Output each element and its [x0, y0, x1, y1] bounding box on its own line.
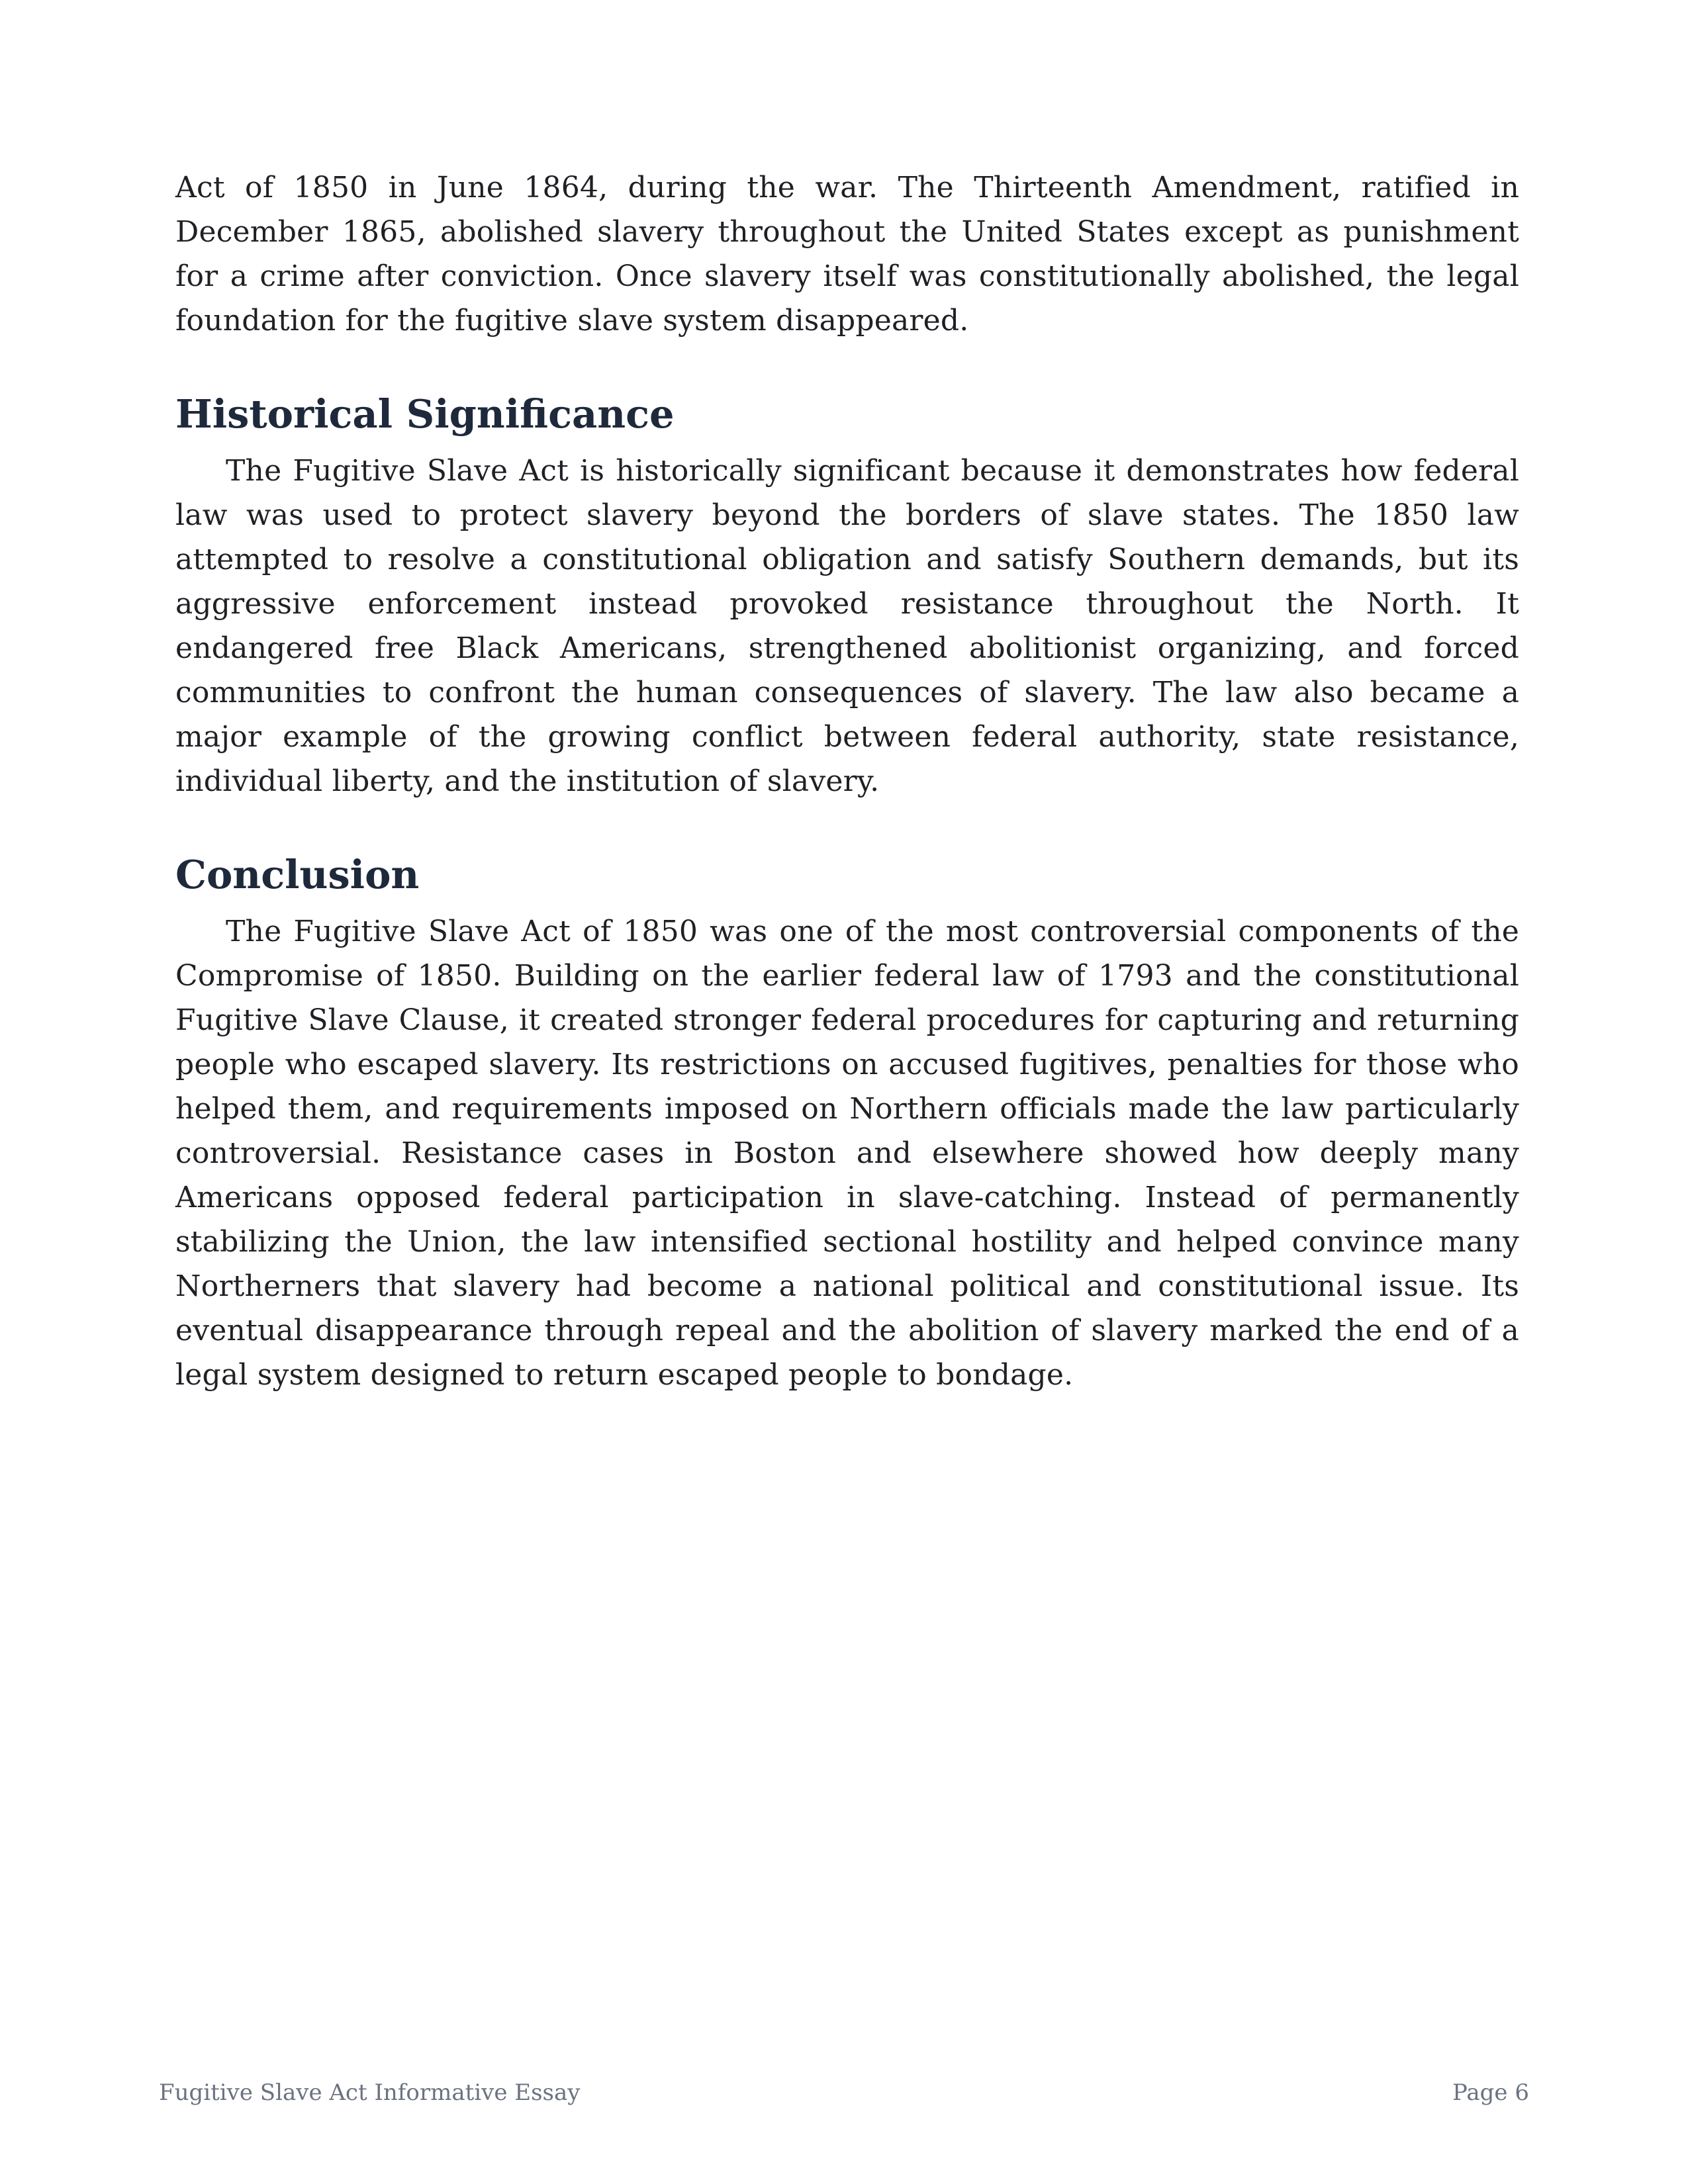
- paragraph-continuation: Act of 1850 in June 1864, during the war. The Thirteenth Amendment, ratified in December 1865, abolished slavery throughout the United States except as punishment for a crime after conviction. Once slavery itself was constitutionally abolished, the legal foundation for the fugitive slave system disappeared.: [175, 171, 1519, 338]
- footer-page-number: Page 6: [1452, 2079, 1529, 2106]
- heading-historical-significance: Historical Significance: [175, 391, 675, 437]
- footer-document-title: Fugitive Slave Act Informative Essay: [159, 2079, 581, 2106]
- paragraph-conclusion: The Fugitive Slave Act of 1850 was one of the most controversial components of the Compromise of 1850. Building on the earlier federal law of 1793 and the constitutional Fugitive Slave Clause, it created stronger federal procedures for capturing and returning people who escaped slavery. Its restrictions on accused fugitives, penalties for those who helped them, and requirements imposed on Northern officials made the law particularly controversial. Resistance cases in Boston and elsewhere showed how deeply many Americans opposed federal participation in slave-catching. Instead of permanently stabilizing the Union, the law intensified sectional hostility and helped convince many Northerners that slavery had become a national political and constitutional issue. Its eventual disappearance through repeal and the abolition of slavery marked the end of a legal system designed to return escaped people to bondage.: [175, 915, 1519, 1392]
- heading-conclusion: Conclusion: [175, 852, 420, 897]
- paragraph-historical-significance: The Fugitive Slave Act is historically significant because it demonstrates how federal law was used to protect slavery beyond the borders of slave states. The 1850 law attempted to resolve a constitutional obligation and satisfy Southern demands, but its aggressive enforcement instead provoked resistance throughout the North. It endangered free Black Americans, strengthened abolitionist organizing, and forced communities to confront the human consequences of slavery. The law also became a major example of the growing conflict between federal authority, state resistance, individual liberty, and the institution of slavery.: [175, 454, 1519, 798]
- essay-body: [175, 165, 1519, 1397]
